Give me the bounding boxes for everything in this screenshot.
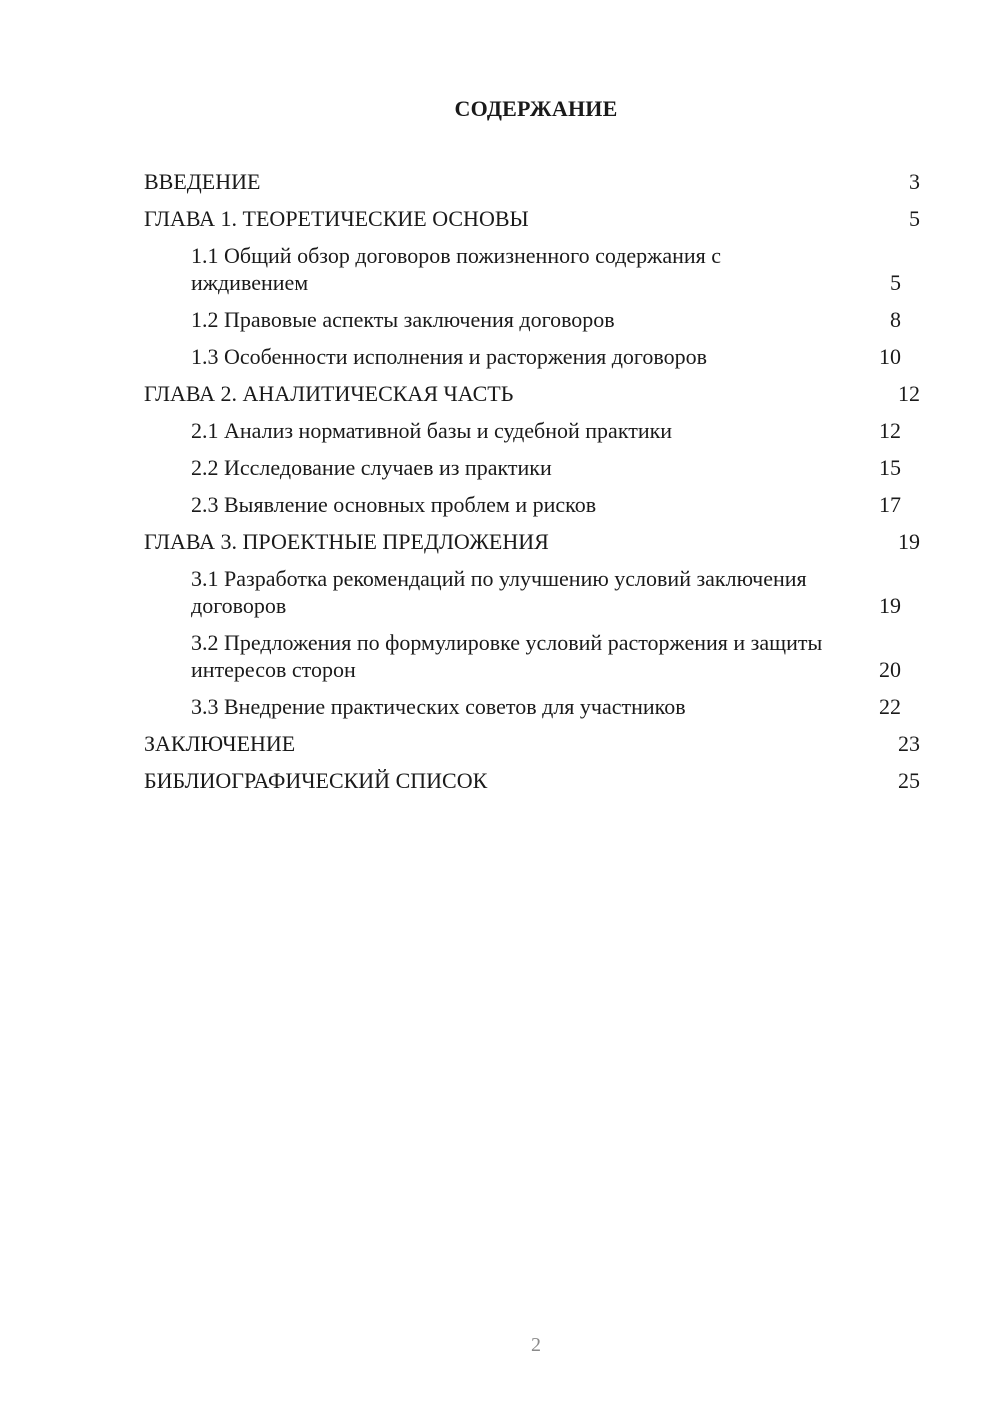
toc-entry-page: 25 (898, 768, 920, 793)
toc-entry-page: 5 (890, 270, 901, 295)
toc-entry-bibliography[interactable] (144, 767, 920, 794)
toc-entry-page: 12 (879, 418, 901, 443)
toc-title: СОДЕРЖАНИЕ (454, 96, 618, 121)
toc-entry-section-1-2[interactable] (144, 306, 920, 333)
toc-entry-label: 1.3 Особенности исполнения и расторжения договоров (191, 344, 708, 369)
toc-entry-page: 17 (879, 492, 901, 517)
toc-entry-label: ГЛАВА 2. АНАЛИТИЧЕСКАЯ ЧАСТЬ (144, 381, 514, 406)
toc-entry-chapter-3[interactable] (144, 528, 920, 555)
toc-entry-section-2-2[interactable] (144, 454, 920, 481)
toc-entry-section-2-1[interactable] (144, 417, 920, 444)
toc-entry-page: 3 (909, 169, 920, 194)
toc-entry-label: 1.1 Общий обзор договоров пожизненного содержания с иждивением (191, 243, 722, 295)
toc-entry-page: 19 (879, 593, 901, 618)
toc-entry-section-2-3[interactable] (144, 491, 920, 518)
toc-entry-label: 3.2 Предложения по формулировке условий расторжения и защиты интересов сторон (191, 630, 823, 682)
toc-entry-section-3-1[interactable] (144, 565, 920, 619)
toc-entry-label: 3.1 Разработка рекомендаций по улучшению условий заключения договоров (191, 566, 807, 618)
toc-entry-label: ВВЕДЕНИЕ (144, 169, 261, 194)
table-of-contents (144, 168, 920, 804)
toc-entry-page: 10 (879, 344, 901, 369)
toc-entry-chapter-2[interactable] (144, 380, 920, 407)
toc-entry-page: 22 (879, 694, 901, 719)
toc-entry-label: 3.3 Внедрение практических советов для участников (191, 694, 686, 719)
toc-entry-section-3-3[interactable] (144, 693, 920, 720)
toc-entry-page: 8 (890, 307, 901, 332)
toc-entry-introduction[interactable] (144, 168, 920, 195)
toc-entry-label: ГЛАВА 3. ПРОЕКТНЫЕ ПРЕДЛОЖЕНИЯ (144, 529, 549, 554)
toc-entry-page: 20 (879, 657, 901, 682)
toc-entry-page: 5 (909, 206, 920, 231)
toc-entry-label: 1.2 Правовые аспекты заключения договоров (191, 307, 615, 332)
toc-entry-label: 2.2 Исследование случаев из практики (191, 455, 552, 480)
toc-entry-page: 15 (879, 455, 901, 480)
toc-entry-page: 12 (898, 381, 920, 406)
toc-entry-section-3-2[interactable] (144, 629, 920, 683)
toc-entry-conclusion[interactable] (144, 730, 920, 757)
toc-entry-label: 2.1 Анализ нормативной базы и судебной практики (191, 418, 673, 443)
toc-entry-page: 19 (898, 529, 920, 554)
toc-entry-page: 23 (898, 731, 920, 756)
toc-entry-label: 2.3 Выявление основных проблем и рисков (191, 492, 597, 517)
toc-entry-chapter-1[interactable] (144, 205, 920, 232)
toc-entry-label: ЗАКЛЮЧЕНИЕ (144, 731, 296, 756)
page-number: 2 (531, 1334, 541, 1356)
toc-entry-label: ГЛАВА 1. ТЕОРЕТИЧЕСКИЕ ОСНОВЫ (144, 206, 529, 231)
toc-entry-label: БИБЛИОГРАФИЧЕСКИЙ СПИСОК (144, 768, 488, 793)
toc-entry-section-1-1[interactable] (144, 242, 920, 296)
toc-entry-section-1-3[interactable] (144, 343, 920, 370)
